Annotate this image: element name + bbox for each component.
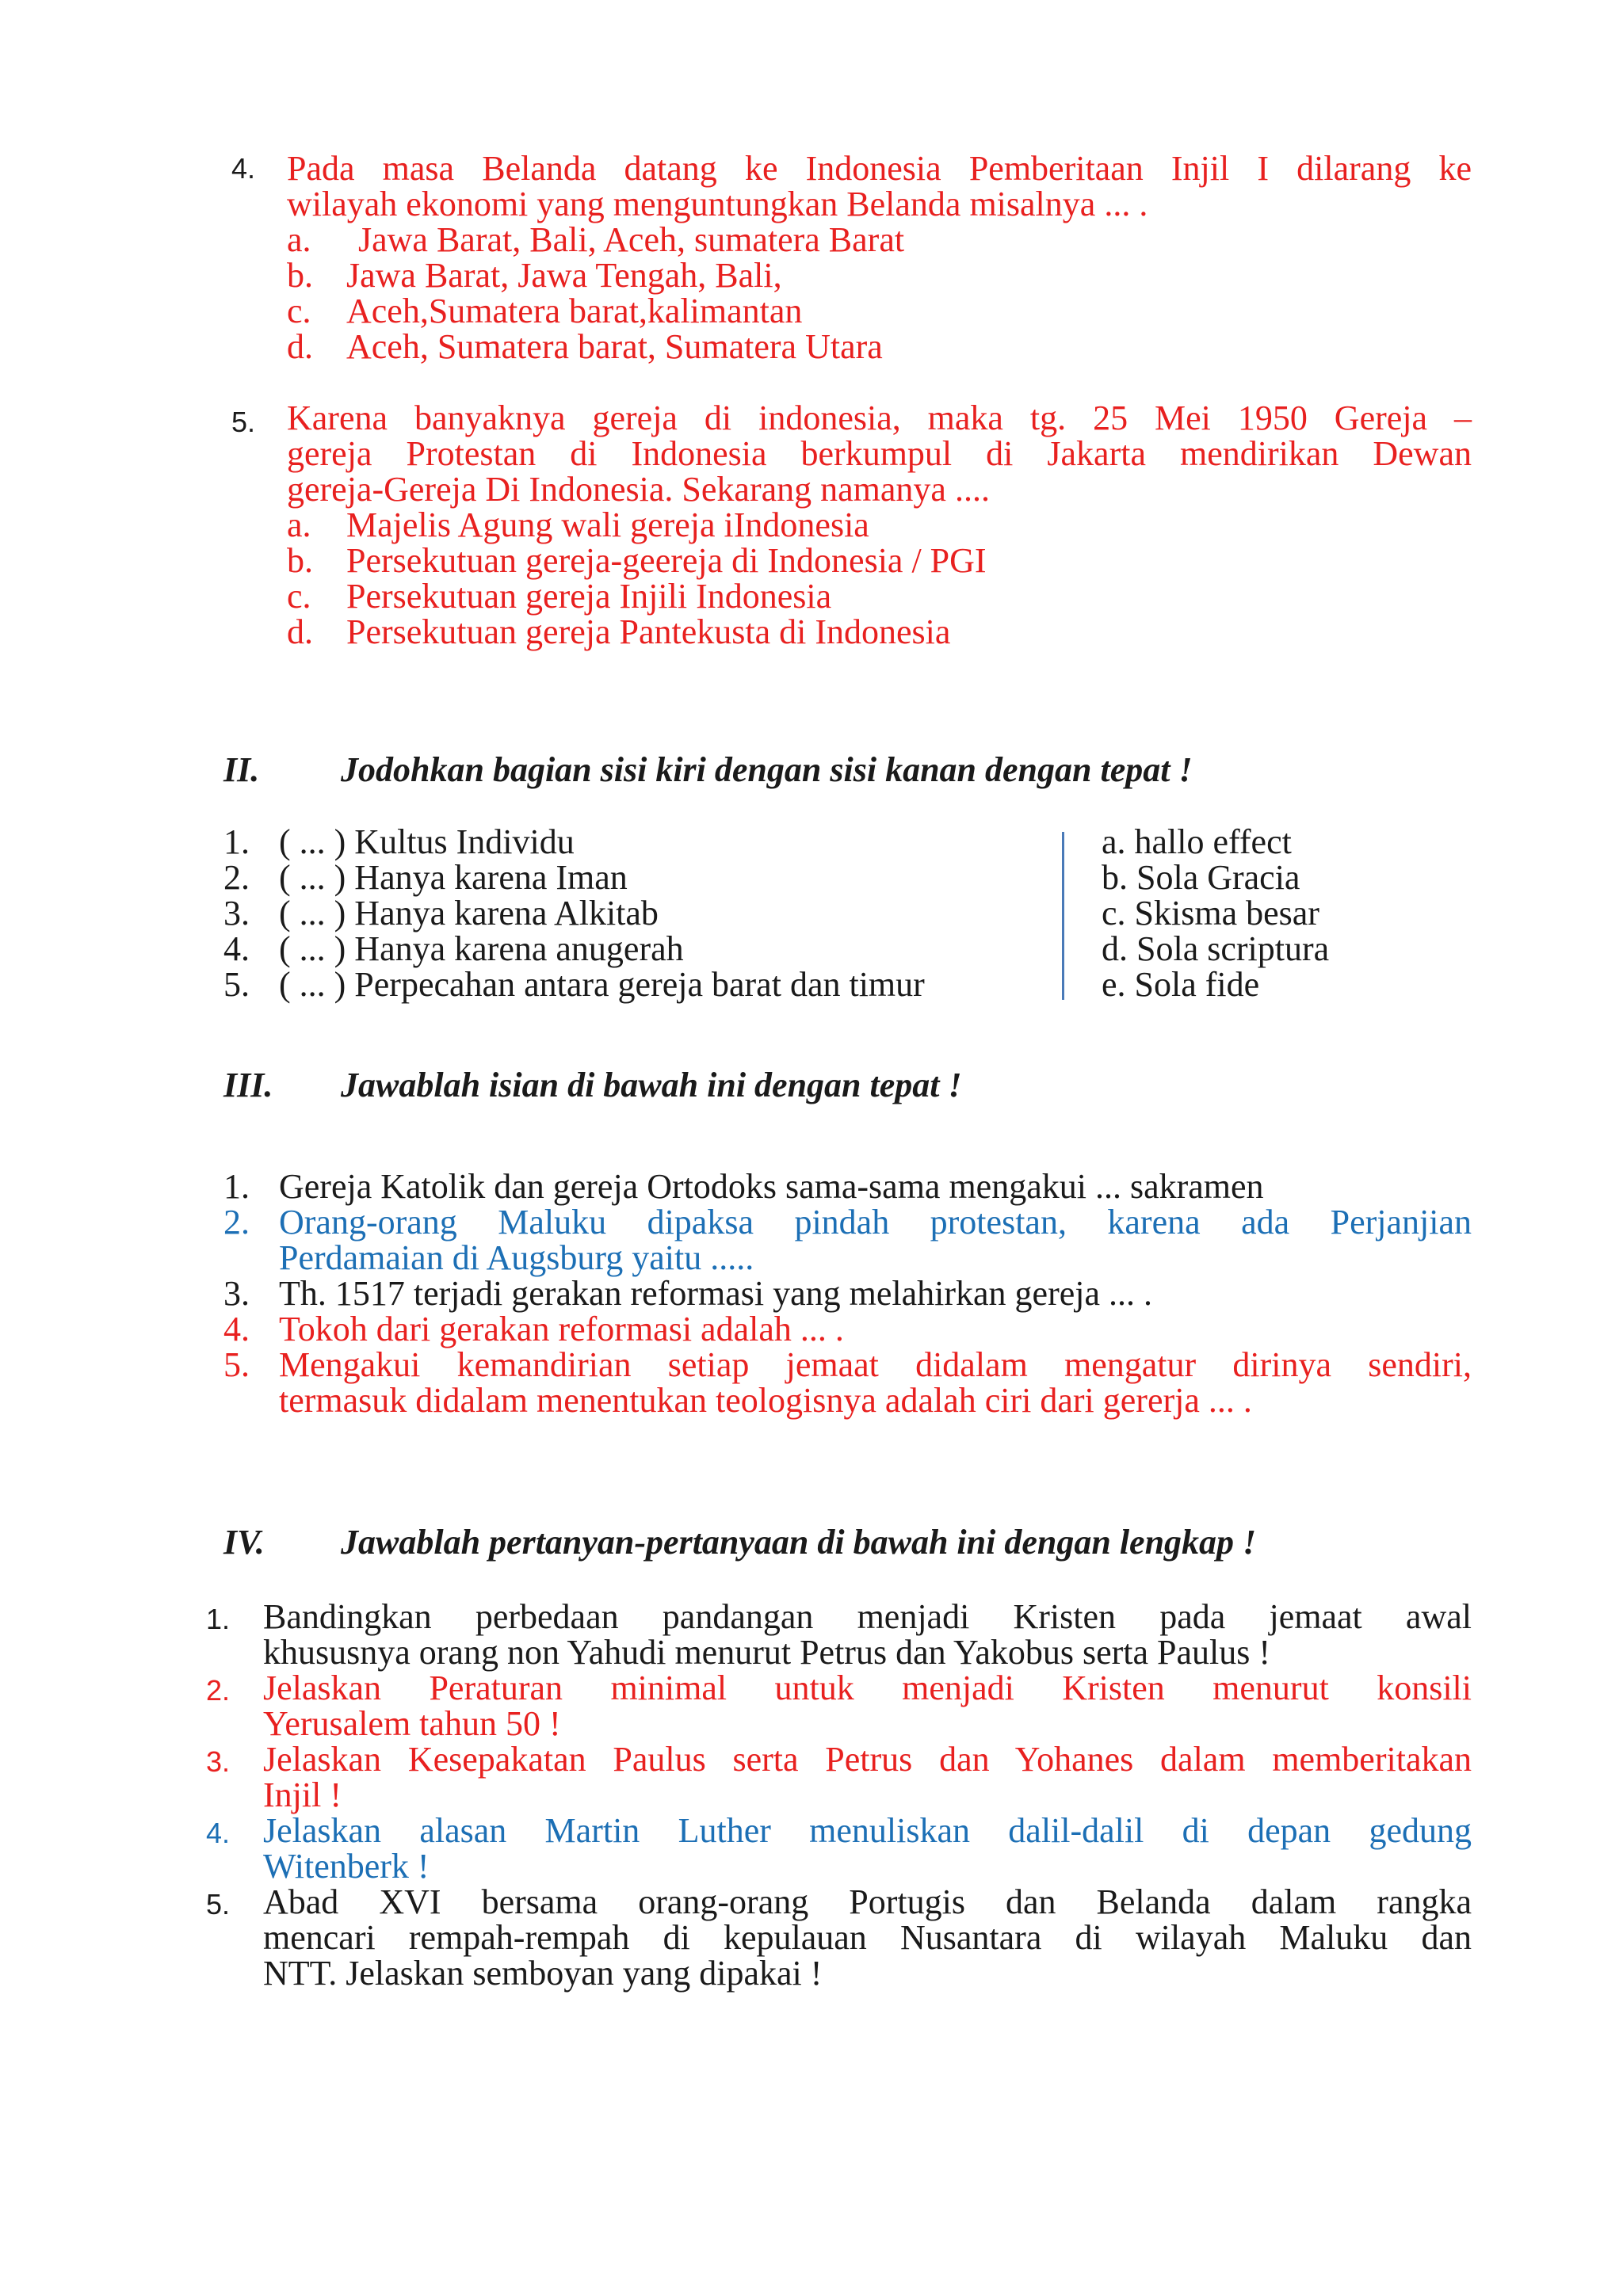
match-right-item: c. Skisma besar: [1102, 894, 1319, 933]
essay-question: Yerusalem tahun 50 !: [263, 1704, 561, 1743]
option-letter: b.: [287, 541, 313, 580]
option-letter: a.: [287, 220, 311, 259]
match-left-item: ( ... ) Kultus Individu: [279, 822, 575, 861]
column-divider: [1062, 832, 1064, 1000]
essay-question: Abad XVI bersama orang-orang Portugis dan Belanda dalam rangka: [263, 1882, 1472, 1921]
match-right-item: d. Sola scriptura: [1102, 929, 1330, 968]
match-number: 4.: [223, 929, 250, 968]
essay-question: Jelaskan Kesepakatan Paulus serta Petrus dan Yohanes dalam memberitakan: [263, 1740, 1472, 1779]
section-title: Jawablah isian di bawah ini dengan tepat !: [341, 1066, 962, 1104]
option-text: Jawa Barat, Bali, Aceh, sumatera Barat: [358, 220, 905, 259]
question-number: 5.: [231, 406, 256, 438]
essay-number: 1.: [206, 1603, 231, 1635]
question-text: wilayah ekonomi yang menguntungkan Belanda misalnya ... .: [287, 185, 1148, 223]
fill-question: Orang-orang Maluku dipaksa pindah protestan, karena ada Perjanjian: [279, 1203, 1472, 1241]
fill-number: 2.: [223, 1203, 250, 1241]
option-text: Persekutuan gereja Pantekusta di Indonesia: [346, 612, 951, 651]
essay-question: khususnya orang non Yahudi menurut Petrus dan Yakobus serta Paulus !: [263, 1633, 1271, 1672]
essay-number: 2.: [206, 1674, 231, 1707]
fill-question: termasuk didalam menentukan teologisnya adalah ciri dari gererja ... .: [279, 1381, 1252, 1420]
match-right-item: e. Sola fide: [1102, 965, 1260, 1004]
fill-question: Tokoh dari gerakan reformasi adalah ... .: [279, 1310, 844, 1348]
section-number: III.: [223, 1066, 273, 1104]
option-text: Jawa Barat, Jawa Tengah, Bali,: [346, 256, 782, 295]
essay-question: Jelaskan alasan Martin Luther menuliskan dalil-dalil di depan gedung: [263, 1811, 1472, 1850]
option-text: Aceh,Sumatera barat,kalimantan: [346, 292, 803, 330]
option-text: Persekutuan gereja Injili Indonesia: [346, 577, 832, 616]
option-letter: a.: [287, 505, 311, 544]
option-letter: b.: [287, 256, 313, 295]
essay-question: Bandingkan perbedaan pandangan menjadi Kristen pada jemaat awal: [263, 1597, 1472, 1636]
essay-question: Injil !: [263, 1775, 342, 1814]
essay-question: Jelaskan Peraturan minimal untuk menjadi Kristen menurut konsili: [263, 1669, 1472, 1707]
match-left-item: ( ... ) Hanya karena Iman: [279, 858, 628, 897]
essay-number: 4.: [206, 1817, 231, 1849]
match-right-item: a. hallo effect: [1102, 822, 1292, 861]
essay-number: 3.: [206, 1745, 231, 1778]
option-text: Aceh, Sumatera barat, Sumatera Utara: [346, 327, 883, 366]
match-number: 5.: [223, 965, 250, 1004]
section-title: Jodohkan bagian sisi kiri dengan sisi kanan dengan tepat !: [341, 750, 1193, 789]
question-number: 4.: [231, 152, 256, 185]
option-text: Persekutuan gereja-geereja di Indonesia / PGI: [346, 541, 987, 580]
fill-question: Perdamaian di Augsburg yaitu .....: [279, 1238, 754, 1277]
option-letter: c.: [287, 292, 311, 330]
fill-question: Mengakui kemandirian setiap jemaat didalam mengatur dirinya sendiri,: [279, 1345, 1472, 1384]
section-number: IV.: [223, 1523, 265, 1562]
question-text: gereja-Gereja Di Indonesia. Sekarang namanya ....: [287, 470, 990, 509]
option-letter: d.: [287, 612, 313, 651]
match-left-item: ( ... ) Hanya karena anugerah: [279, 929, 684, 968]
match-number: 3.: [223, 894, 250, 933]
fill-number: 4.: [223, 1310, 250, 1348]
match-left-item: ( ... ) Hanya karena Alkitab: [279, 894, 659, 933]
match-left-item: ( ... ) Perpecahan antara gereja barat dan timur: [279, 965, 925, 1004]
fill-number: 5.: [223, 1345, 250, 1384]
essay-number: 5.: [206, 1888, 231, 1920]
question-text: gereja Protestan di Indonesia berkumpul di Jakarta mendirikan Dewan: [287, 434, 1472, 473]
match-number: 1.: [223, 822, 250, 861]
section-number: II.: [223, 750, 260, 789]
fill-question: Th. 1517 terjadi gerakan reformasi yang melahirkan gereja ... .: [279, 1274, 1152, 1313]
option-letter: d.: [287, 327, 313, 366]
match-number: 2.: [223, 858, 250, 897]
match-right-item: b. Sola Gracia: [1102, 858, 1300, 897]
question-text: Pada masa Belanda datang ke Indonesia Pemberitaan Injil I dilarang ke: [287, 149, 1472, 188]
option-letter: c.: [287, 577, 311, 616]
section-title: Jawablah pertanyan-pertanyaan di bawah ini dengan lengkap !: [341, 1523, 1257, 1562]
essay-question: NTT. Jelaskan semboyan yang dipakai !: [263, 1954, 823, 1993]
option-text: Majelis Agung wali gereja iIndonesia: [346, 505, 869, 544]
fill-question: Gereja Katolik dan gereja Ortodoks sama-sama mengakui ... sakramen: [279, 1167, 1264, 1206]
fill-number: 1.: [223, 1167, 250, 1206]
fill-number: 3.: [223, 1274, 250, 1313]
essay-question: Witenberk !: [263, 1847, 430, 1886]
question-text: Karena banyaknya gereja di indonesia, maka tg. 25 Mei 1950 Gereja –: [287, 399, 1472, 437]
essay-question: mencari rempah-rempah di kepulauan Nusantara di wilayah Maluku dan: [263, 1918, 1472, 1957]
